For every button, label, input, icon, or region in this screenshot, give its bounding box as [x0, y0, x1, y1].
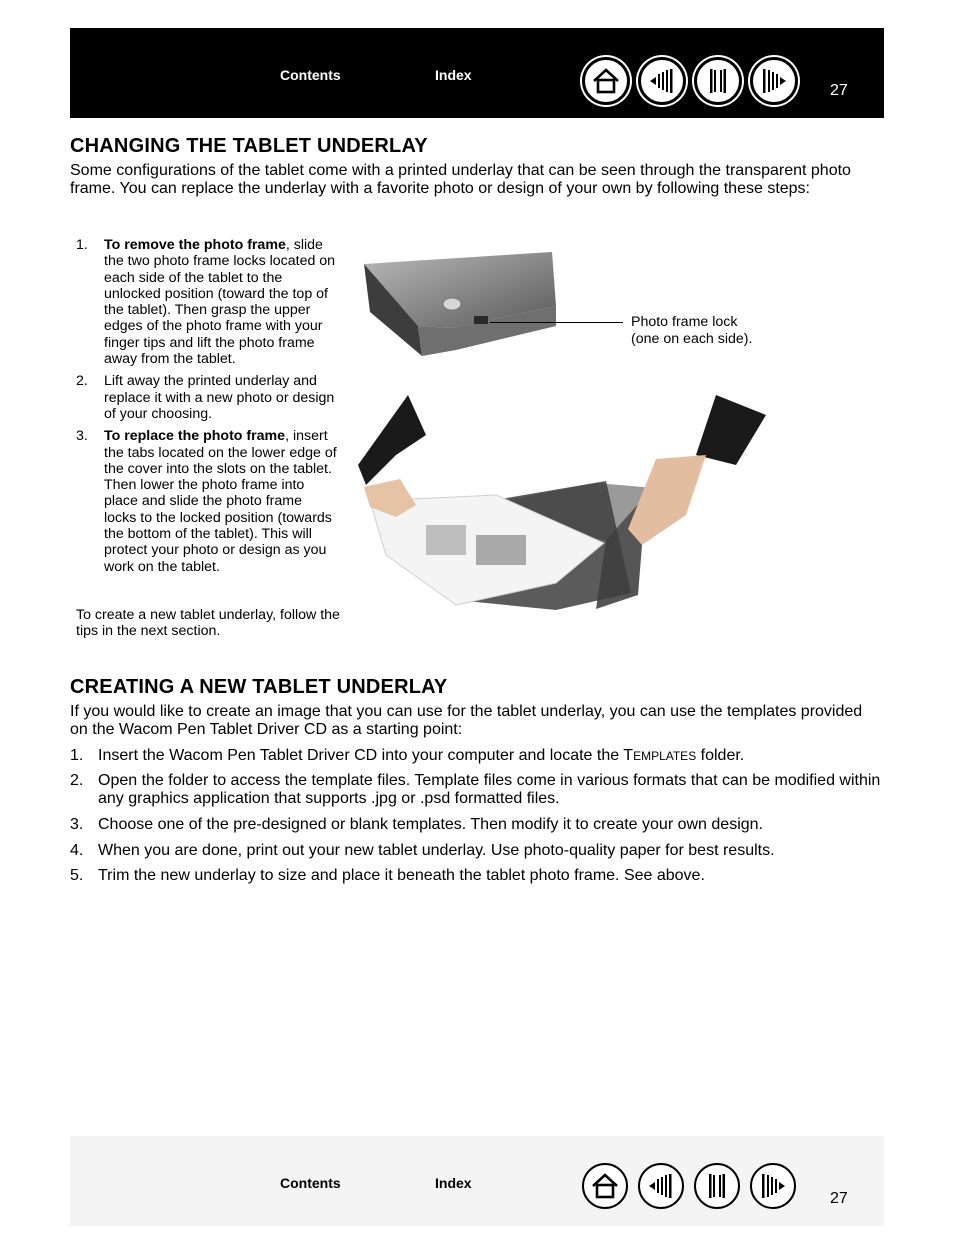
page-number: 27	[830, 1190, 848, 1207]
list-item: 3. To replace the photo frame, insert the tabs located on the lower edge of the cover into the slots on the tablet. Then lower the photo frame into place and slide the photo frame locks to the locked position (towards the bottom of the tablet). This will protect your photo or design as you work on the tablet.	[76, 428, 337, 575]
contents-link[interactable]: Contents	[280, 67, 341, 83]
changing-note: To create a new tablet underlay, follow the tips in the next section.	[76, 607, 340, 640]
changing-steps	[76, 237, 338, 581]
list-item: 2. Open the folder to access the template files. Template files come in various formats that can be modified within any graphics application that supports .jpg or .psd formatted files.	[70, 772, 881, 807]
list-item: 2. Lift away the printed underlay and replace it with a new photo or design of your choosing.	[76, 373, 335, 422]
previous-page-icon[interactable]	[638, 57, 686, 105]
creating-steps	[70, 747, 890, 885]
caption-leader-line	[490, 322, 623, 323]
top-nav-bar	[70, 28, 884, 118]
section-heading-changing: CHANGING THE TABLET UNDERLAY	[70, 135, 428, 157]
home-icon[interactable]	[582, 1163, 628, 1209]
bottom-nav-bar	[70, 1136, 884, 1226]
page-number: 27	[830, 82, 848, 99]
book-icon[interactable]	[694, 1163, 740, 1209]
index-link[interactable]: Index	[435, 1175, 472, 1191]
tablet-lock-photo	[356, 250, 560, 360]
photo-caption: Photo frame lock (one on each side).	[631, 314, 753, 347]
underlay-replacement-photo	[356, 395, 776, 625]
list-item: 3. Choose one of the pre-designed or blank templates. Then modify it to create your own design.	[70, 816, 763, 833]
book-icon[interactable]	[694, 57, 742, 105]
creating-intro: If you would like to create an image that you can use for the tablet underlay, you can use the templates provided on the Wacom Pen Tablet Driver CD as a starting point:	[70, 703, 863, 738]
contents-link[interactable]: Contents	[280, 1175, 341, 1191]
next-page-icon[interactable]	[750, 1163, 796, 1209]
home-icon[interactable]	[582, 57, 630, 105]
previous-page-icon[interactable]	[638, 1163, 684, 1209]
list-item: 1. Insert the Wacom Pen Tablet Driver CD into your computer and locate the TEMPLATES folder.	[70, 747, 745, 764]
changing-intro: Some configurations of the tablet come with a printed underlay that can be seen through the transparent photo frame. You can replace the underlay with a favorite photo or design of your own by following these steps:	[70, 162, 851, 197]
next-page-icon[interactable]	[750, 57, 798, 105]
section-heading-creating: CREATING A NEW TABLET UNDERLAY	[70, 676, 448, 698]
list-item: 1. To remove the photo frame, slide the two photo frame locks located on each side of the tablet to the unlocked position (toward the top of the tablet). Then grasp the upper edges of the photo frame with your finger tips and lift the photo frame away from the tablet.	[76, 237, 336, 368]
list-item: 5. Trim the new underlay to size and place it beneath the tablet photo frame. See above.	[70, 867, 705, 884]
index-link[interactable]: Index	[435, 67, 472, 83]
list-item: 4. When you are done, print out your new tablet underlay. Use photo-quality paper for best results.	[70, 842, 775, 859]
